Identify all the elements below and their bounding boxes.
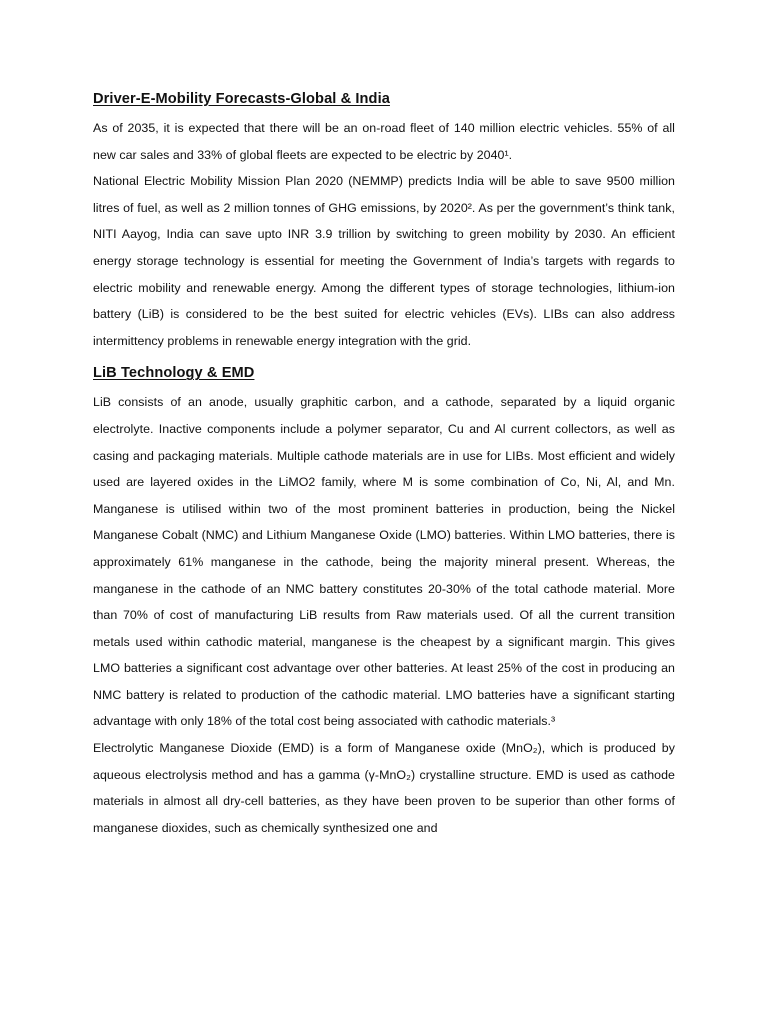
section-heading-emobility: Driver-E-Mobility Forecasts-Global & India <box>93 91 390 107</box>
paragraph-nemmp-india: National Electric Mobility Mission Plan 2020 (NEMMP) predicts India will be able to save 9500 million litres of fuel, as well as 2 million tonnes of GHG emissions, by 2020². As per the government’s think tank, NITI Aayog, India can save upto INR 3.9 trillion by switching to green mobility by 2030. An efficient energy storage technology is essential for meeting the Government of India’s targets with regards to electric mobility and renewable energy. Among the different types of storage technologies, lithium-ion battery (LiB) is considered to be the best suited for electric vehicles (EVs). LIBs can also address intermittency problems in renewable energy integration with the grid. <box>93 174 675 348</box>
section-heading-lib-emd: LiB Technology & EMD <box>93 365 255 382</box>
paragraph-ev-fleet-forecast: As of 2035, it is expected that there will be an on-road fleet of 140 million electric vehicles. 55% of all new car sales and 33% of global fleets are expected to be electric by 2040¹. <box>93 121 675 162</box>
paragraph-lib-composition: LiB consists of an anode, usually graphitic carbon, and a cathode, separated by a liquid organic electrolyte. Inactive components include a polymer separator, Cu and Al current collectors, as well as casing and packaging materials. Multiple cathode materials are in use for LIBs. Most efficient and widely used are layered oxides in the LiMO2 family, where M is some combination of Co, Ni, Al, and Mn. Manganese is utilised within two of the most prominent batteries in production, being the Nickel Manganese Cobalt (NMC) and Lithium Manganese Oxide (LMO) batteries. Within LMO batteries, there is approximately 61% manganese in the cathode, being the majority mineral present. Whereas, the manganese in the cathode of an NMC battery constitutes 20-30% of the total cathode material. More than 70% of cost of manufacturing LiB results from Raw materials used. Of all the current transition metals used within cathodic material, manganese is the cheapest by a significant margin. This gives LMO batteries a significant cost advantage over other batteries. At least 25% of the cost in producing an NMC battery is related to production of the cathodic material. LMO batteries have a significant starting advantage with only 18% of the total cost being associated with cathodic materials.³ <box>93 395 675 729</box>
paragraph-emd-description: Electrolytic Manganese Dioxide (EMD) is a form of Manganese oxide (MnO₂), which is produced by aqueous electrolysis method and has a gamma (γ-MnO₂) crystalline structure. EMD is used as cathode materials in almost all dry-cell batteries, as they have been proven to be superior than other forms of manganese dioxides, such as chemically synthesized one and <box>93 741 675 835</box>
document-page <box>93 88 675 841</box>
